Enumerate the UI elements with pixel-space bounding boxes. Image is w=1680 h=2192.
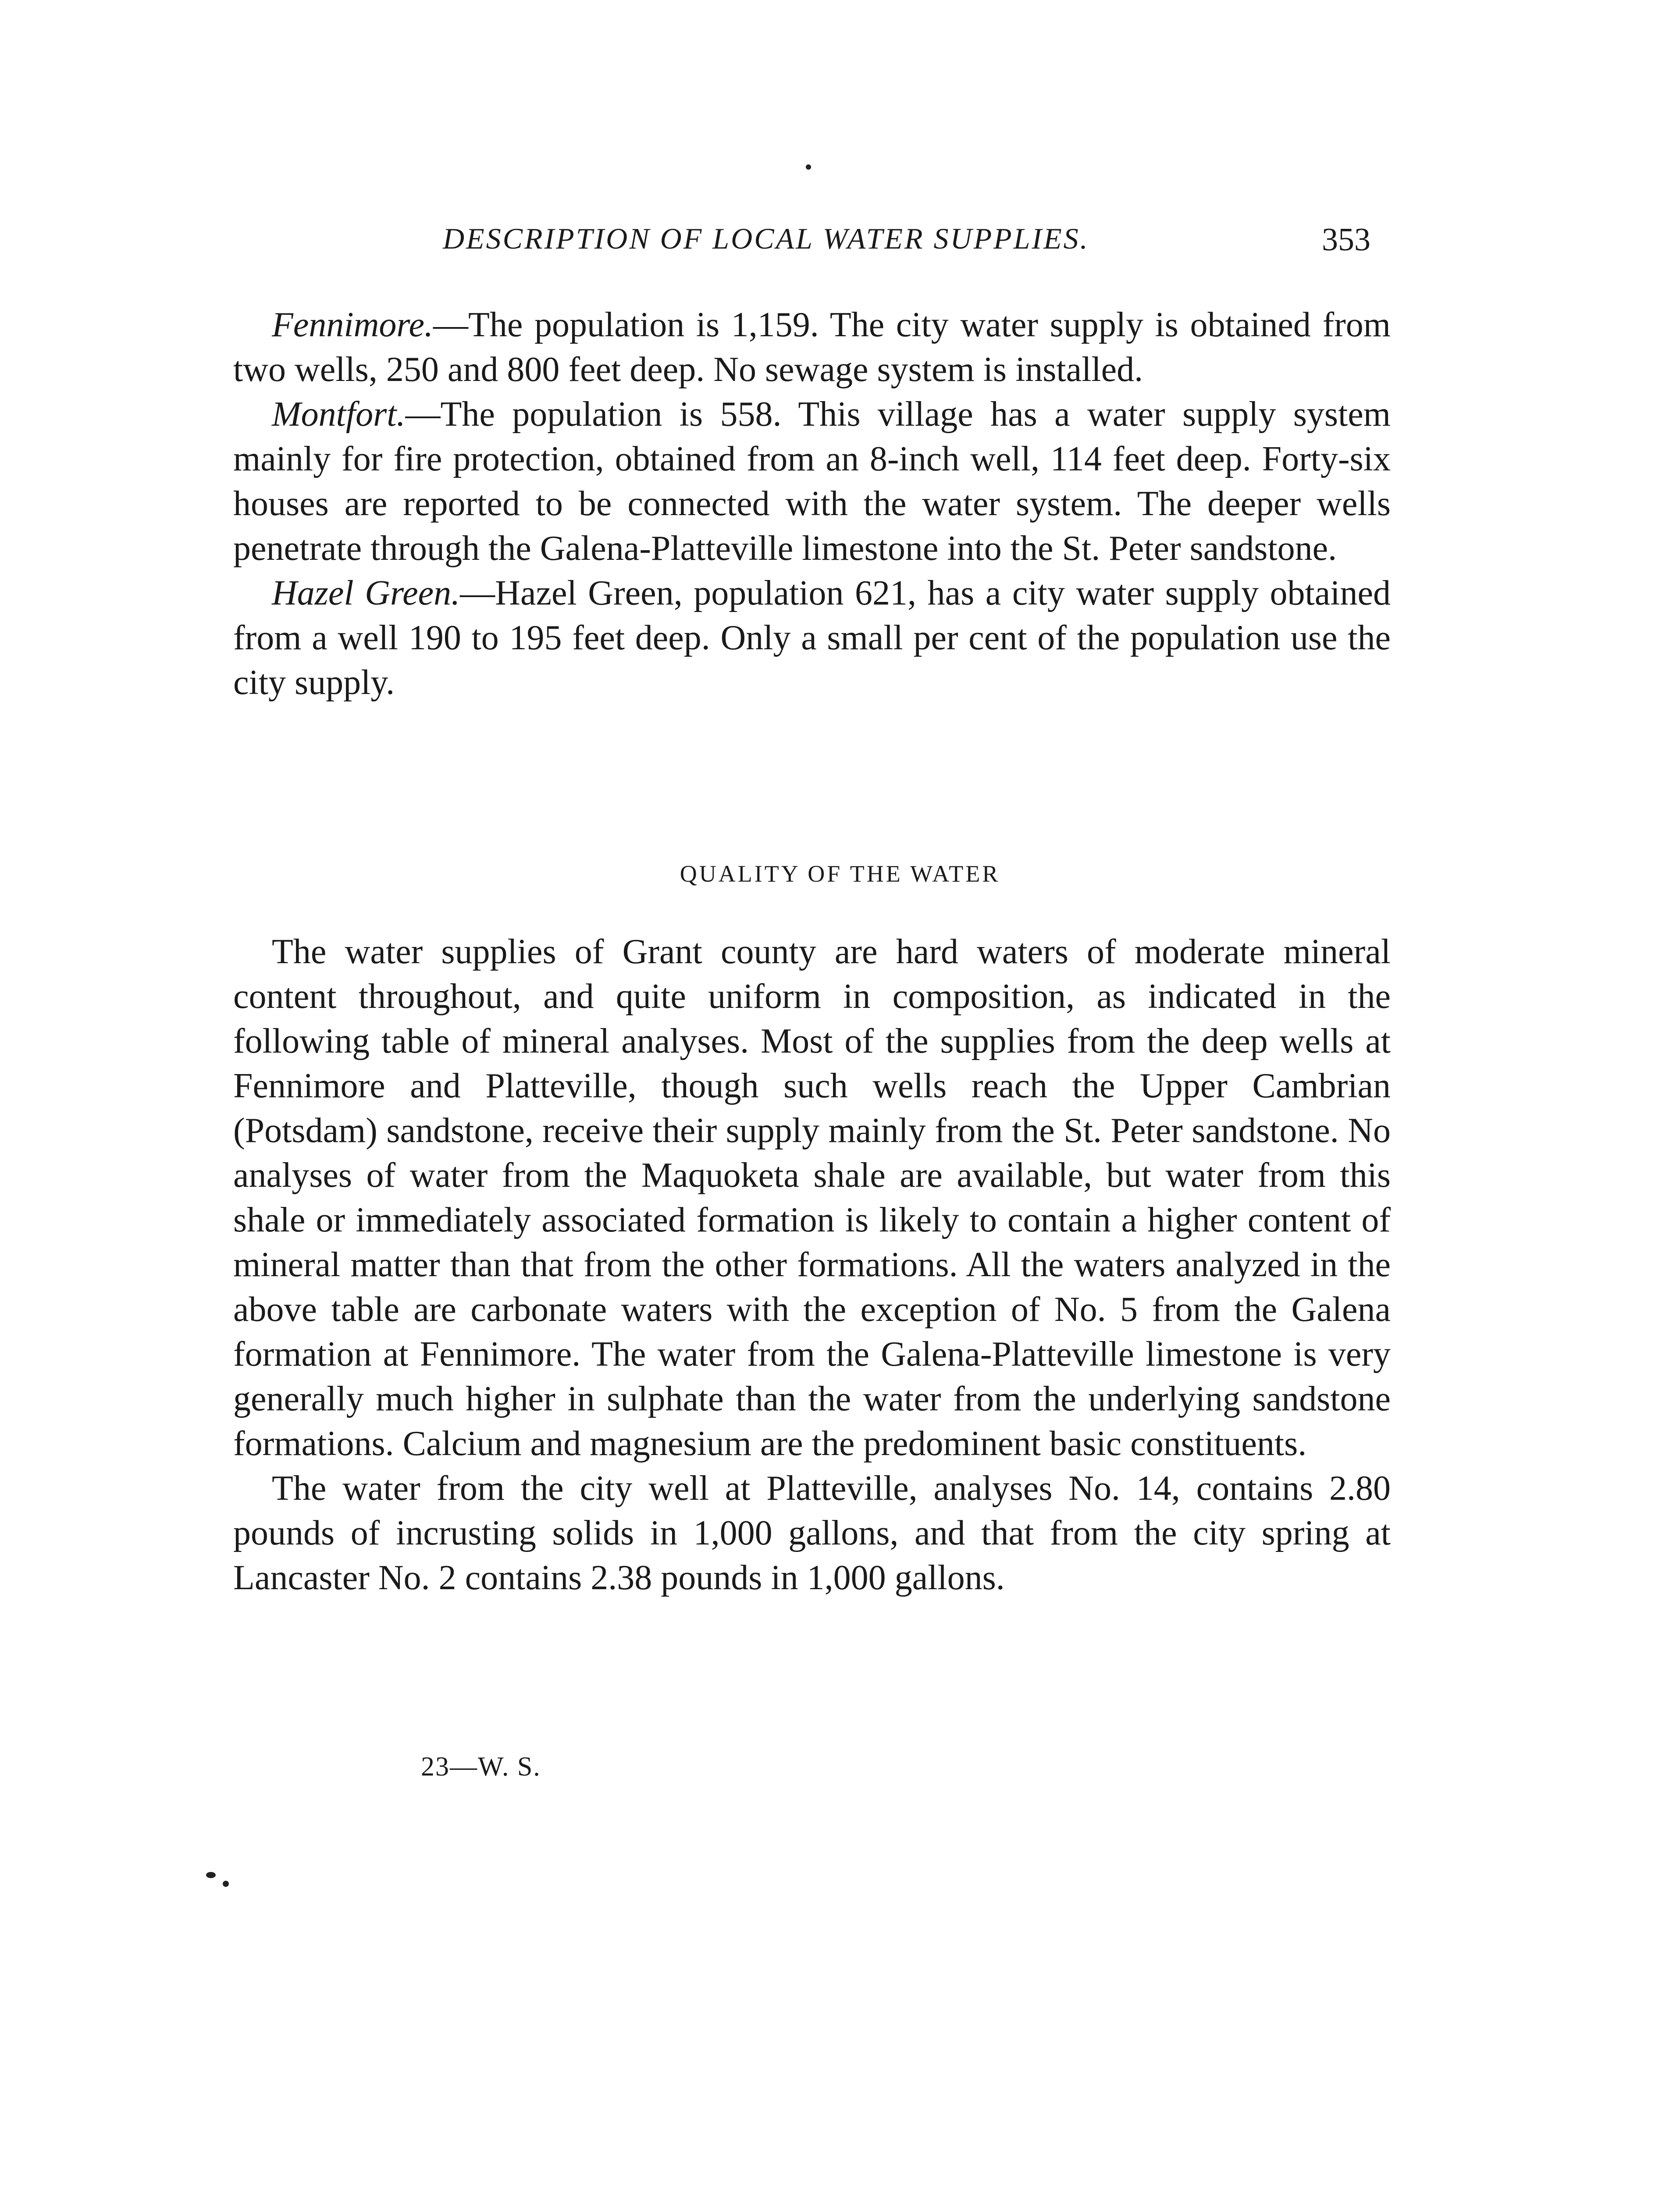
signature-mark: 23—W. S. — [421, 1752, 541, 1782]
entry-text: —The population is 558. This village has a water supply system mainly for fire protection, obtained from an 8-inch well, 114 feet deep. Forty-six houses are reported to be connected with the water system. The deeper wells penetrate through the Galena-Platteville limestone into the St. Peter sandstone. — [233, 395, 1391, 568]
running-header: DESCRIPTION OF LOCAL WATER SUPPLIES. — [443, 222, 1089, 255]
entry-text: —Hazel Green, population 621, has a city water supply obtained from a well 190 to 195 feet deep. Only a small per cent of the population use the city supply. — [233, 574, 1391, 702]
scan-speck — [806, 164, 811, 170]
place-name: Hazel Green. — [272, 574, 460, 612]
place-name: Montfort. — [272, 395, 406, 434]
scan-speck — [206, 1872, 216, 1878]
quality-paragraph: The water from the city well at Platteville, analyses No. 14, contains 2.80 pounds of incrusting solids in 1,000 gallons, and that from the city spring at Lancaster No. 2 contains 2.38 pounds in 1,000 gallons. — [233, 1469, 1391, 1597]
entry-montfort — [233, 392, 1391, 571]
entry-text: —The population is 1,159. The city water supply is obtained from two wells, 250 and 800 feet deep. No sewage system is installed. — [233, 306, 1391, 389]
local-supplies-section — [233, 302, 1391, 705]
place-name: Fennimore. — [272, 306, 434, 344]
scan-speck — [223, 1881, 229, 1887]
quality-paragraph: The water supplies of Grant county are hard waters of moderate mineral content throughout, and quite uniform in composition, as indicated in the following table of mineral analyses. Most of the supplies from the deep wells at Fennimore and Platteville, though such wells reach the Upper Cambrian (Potsdam) sandstone, receive their supply mainly from the St. Peter sandstone. No analyses of water from the Maquoketa shale are available, but water from this shale or immediately associated formation is likely to contain a higher content of mineral matter than that from the other formations. All the waters analyzed in the above table are carbonate waters with the exception of No. 5 from the Galena formation at Fennimore. The water from the Galena-Platteville limestone is very generally much higher in sulphate than the water from the underlying sandstone formations. Calcium and magnesium are the predominent basic constituents. — [233, 932, 1391, 1463]
quality-section — [233, 929, 1391, 1600]
page-number: 353 — [1322, 222, 1370, 258]
entry-hazel-green — [233, 571, 1391, 705]
section-heading: QUALITY OF THE WATER — [680, 861, 1000, 887]
entry-fennimore — [233, 302, 1391, 392]
